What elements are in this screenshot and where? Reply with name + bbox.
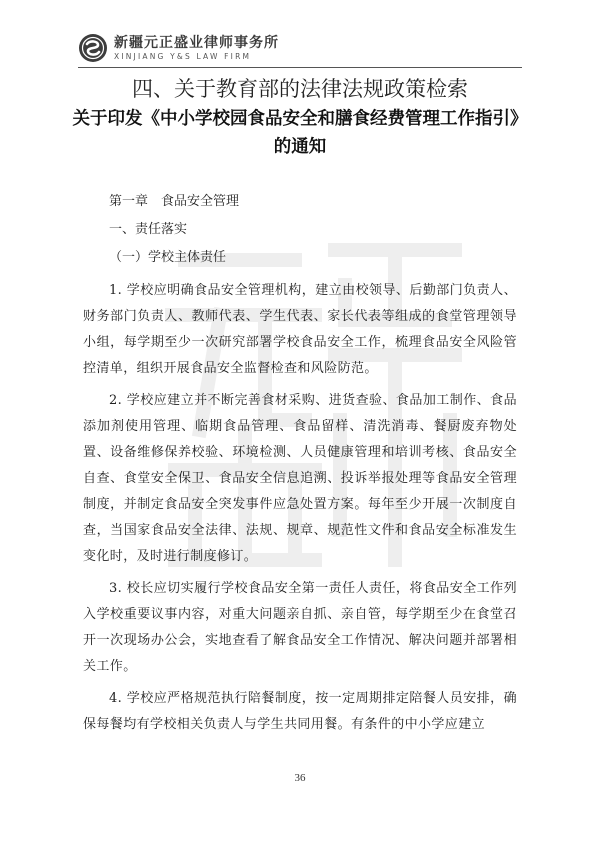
- chapter-heading: 第一章 食品安全管理: [109, 194, 240, 209]
- section-title: 四、关于教育部的法律法规政策检索: [132, 77, 468, 101]
- paragraph: 4. 学校应严格规范执行陪餐制度，按一定周期排定陪餐人员安排，确保每餐均有学校相关负责人与学生共同用餐。有条件的中小学应建立: [83, 691, 517, 732]
- paragraph: 2. 学校应建立并不断完善食材采购、进货查验、食品加工制作、食品添加剂使用管理、临期食品管理、食品留样、清洗消毒、餐厨废弃物处置、设备维修保养校验、环境检测、人员健康管理和培训考核、食品安全自查、食堂安全保卫、食品安全信息追溯、投诉举报处理等食品安全管理制度，并制定食品安全突发事件应急处置方案。每年至少开展一次制度自查，当国家食品安全法律、法规、规章、规范性文件和食品安全标准发生变化时，及时进行制度修订。: [83, 393, 517, 564]
- firm-logo-icon: [78, 33, 108, 63]
- subsection-heading: 一、责任落实: [109, 222, 188, 237]
- document-title: 关于印发《中小学校园食品安全和膳食经费管理工作指引》的通知: [72, 109, 528, 157]
- document-body: [83, 188, 517, 738]
- firm-header: [78, 33, 279, 63]
- subsubsection-heading: （一）学校主体责任: [109, 250, 227, 265]
- header-divider: [78, 67, 522, 68]
- page-number: 36: [294, 772, 306, 784]
- paragraph: 3. 校长应切实履行学校食品安全第一责任人责任，将食品安全工作列入学校重要议事内容，对重大问题亲自抓、亲自管，每学期至少在食堂召开一次现场办公会，实地查看了解食品安全工作情况、解决问题并部署相关工作。: [83, 581, 517, 674]
- firm-name-cn: 新疆元正盛业律师事务所: [114, 34, 279, 51]
- paragraph: 1. 学校应明确食品安全管理机构，建立由校领导、后勤部门负责人、财务部门负责人、教师代表、学生代表、家长代表等组成的食堂管理领导小组，每学期至少一次研究部署学校食品安全工作，梳理食品安全风险管控清单，组织开展食品安全监督检查和风险防范。: [83, 283, 517, 376]
- firm-name-en: XINJIANG Y&S LAW FIRM: [114, 51, 252, 61]
